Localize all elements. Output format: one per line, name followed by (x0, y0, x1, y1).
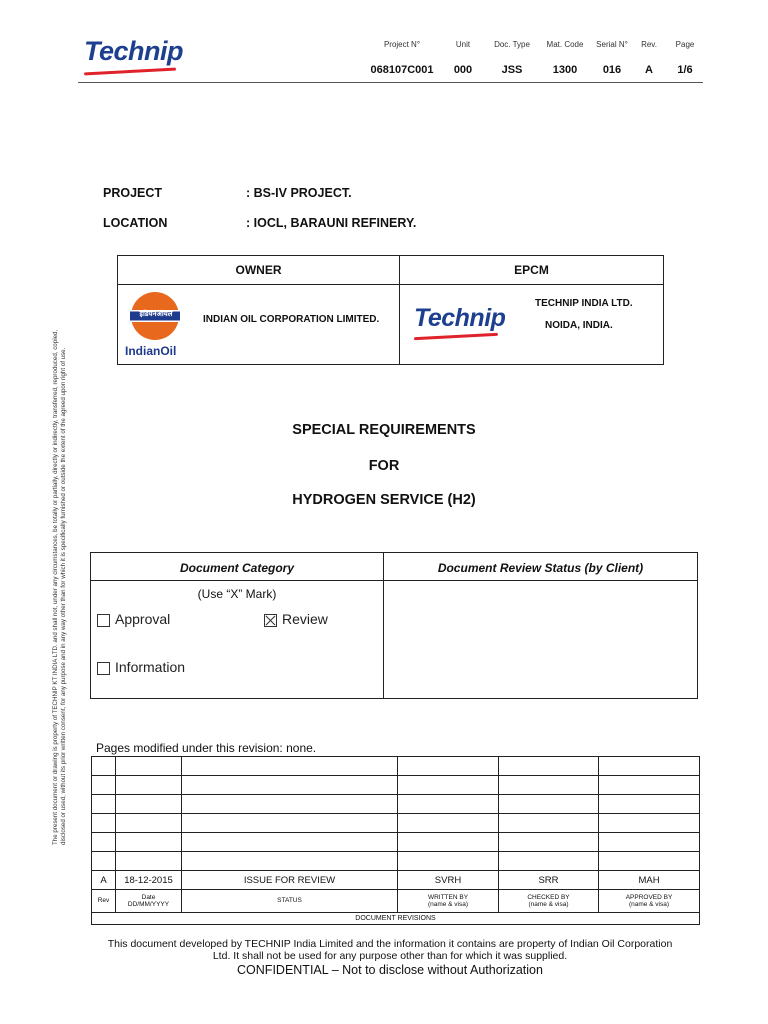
unit-value: 000 (453, 64, 473, 76)
footer-line1: This document developed by TECHNIP India Limited and the information it contains are property of Indian Oil Corporation (107, 938, 673, 950)
revisions-caption-row: DOCUMENT REVISIONS (92, 913, 700, 925)
header-caption: Rev. (641, 40, 657, 49)
table-row (92, 852, 700, 871)
project-label: PROJECT (103, 186, 163, 200)
header-caption: Unit (455, 40, 471, 49)
approval-option[interactable]: Approval (97, 611, 170, 627)
review-status-heading: Document Review Status (by Client) (437, 561, 644, 575)
table-row (92, 757, 700, 776)
review-option[interactable]: Review (264, 611, 328, 627)
page-value: 1/6 (677, 64, 693, 76)
serial-value: 016 (602, 64, 622, 76)
indianoil-logo: इंडियनऑयल IndianOil (125, 291, 185, 359)
table-row (92, 833, 700, 852)
category-table (90, 552, 698, 699)
header-caption: Page (675, 40, 695, 49)
owner-heading: OWNER (235, 263, 282, 277)
header-caption: Serial N° (596, 40, 628, 49)
confidential-notice: CONFIDENTIAL – Not to disclose without Authorization (237, 963, 543, 977)
project-number: 068107C001 (370, 64, 434, 76)
epcm-city: NOIDA, INDIA. (545, 320, 613, 331)
information-checkbox[interactable] (97, 662, 110, 675)
footer-line2: Ltd. It shall not be used for any purpose other than for which it was supplied. (212, 950, 568, 962)
logo-swoosh (84, 68, 176, 76)
technip-logo: Technip (84, 36, 184, 78)
mat-code-value: 1300 (552, 64, 578, 76)
mark-hint: (Use “X” Mark) (197, 587, 277, 601)
header-rule (78, 82, 703, 83)
revision-labels-row: Rev Date DD/MM/YYYY STATUS WRITTEN BY (name & visa) CHECKED BY (name & visa) APPROVED BY (name & visa) (92, 890, 700, 913)
revisions-table (91, 756, 700, 925)
revision-row-a: A 18-12-2015 ISSUE FOR REVIEW SVRH SRR MAH (92, 871, 700, 890)
side-legal-note: The present document or drawing is property of TECHNIP KT INDIA LTD. and shall not, under any circumstances, be totally or partially, directly or indirectly, transferred, reproduced, copied, disclosed or used, without its prior written consent, for any purpose and in any way other than for which it is specifically furnished or outside the extent of the agreed upon right of use. (52, 329, 67, 845)
doc-title-line3: HYDROGEN SERVICE (H2) (292, 492, 476, 508)
rev-value: A (645, 64, 653, 76)
header-caption: Project N° (383, 40, 421, 49)
technip-epcm-logo: Technip (414, 304, 504, 344)
project-value: : BS-IV PROJECT. (246, 186, 352, 200)
location-label: LOCATION (103, 216, 168, 230)
epcm-heading: EPCM (514, 263, 549, 277)
category-heading: Document Category (179, 561, 295, 575)
header-caption: Doc. Type (494, 40, 530, 49)
doc-title-line2: FOR (368, 458, 400, 474)
owner-name: INDIAN OIL CORPORATION LIMITED. (203, 314, 380, 325)
table-row (92, 795, 700, 814)
table-row (92, 814, 700, 833)
doc-type-value: JSS (501, 64, 523, 76)
doc-title-line1: SPECIAL REQUIREMENTS (292, 422, 476, 438)
pages-modified-note: Pages modified under this revision: none. (96, 741, 317, 755)
approval-checkbox[interactable] (97, 614, 110, 627)
location-value: : IOCL, BARAUNI REFINERY. (246, 216, 417, 230)
review-checkbox-checked[interactable] (264, 614, 277, 627)
epcm-name: TECHNIP INDIA LTD. (535, 298, 633, 309)
parties-table (117, 255, 664, 365)
information-option[interactable]: Information (97, 659, 185, 675)
table-row (92, 776, 700, 795)
header-caption: Mat. Code (546, 40, 584, 49)
